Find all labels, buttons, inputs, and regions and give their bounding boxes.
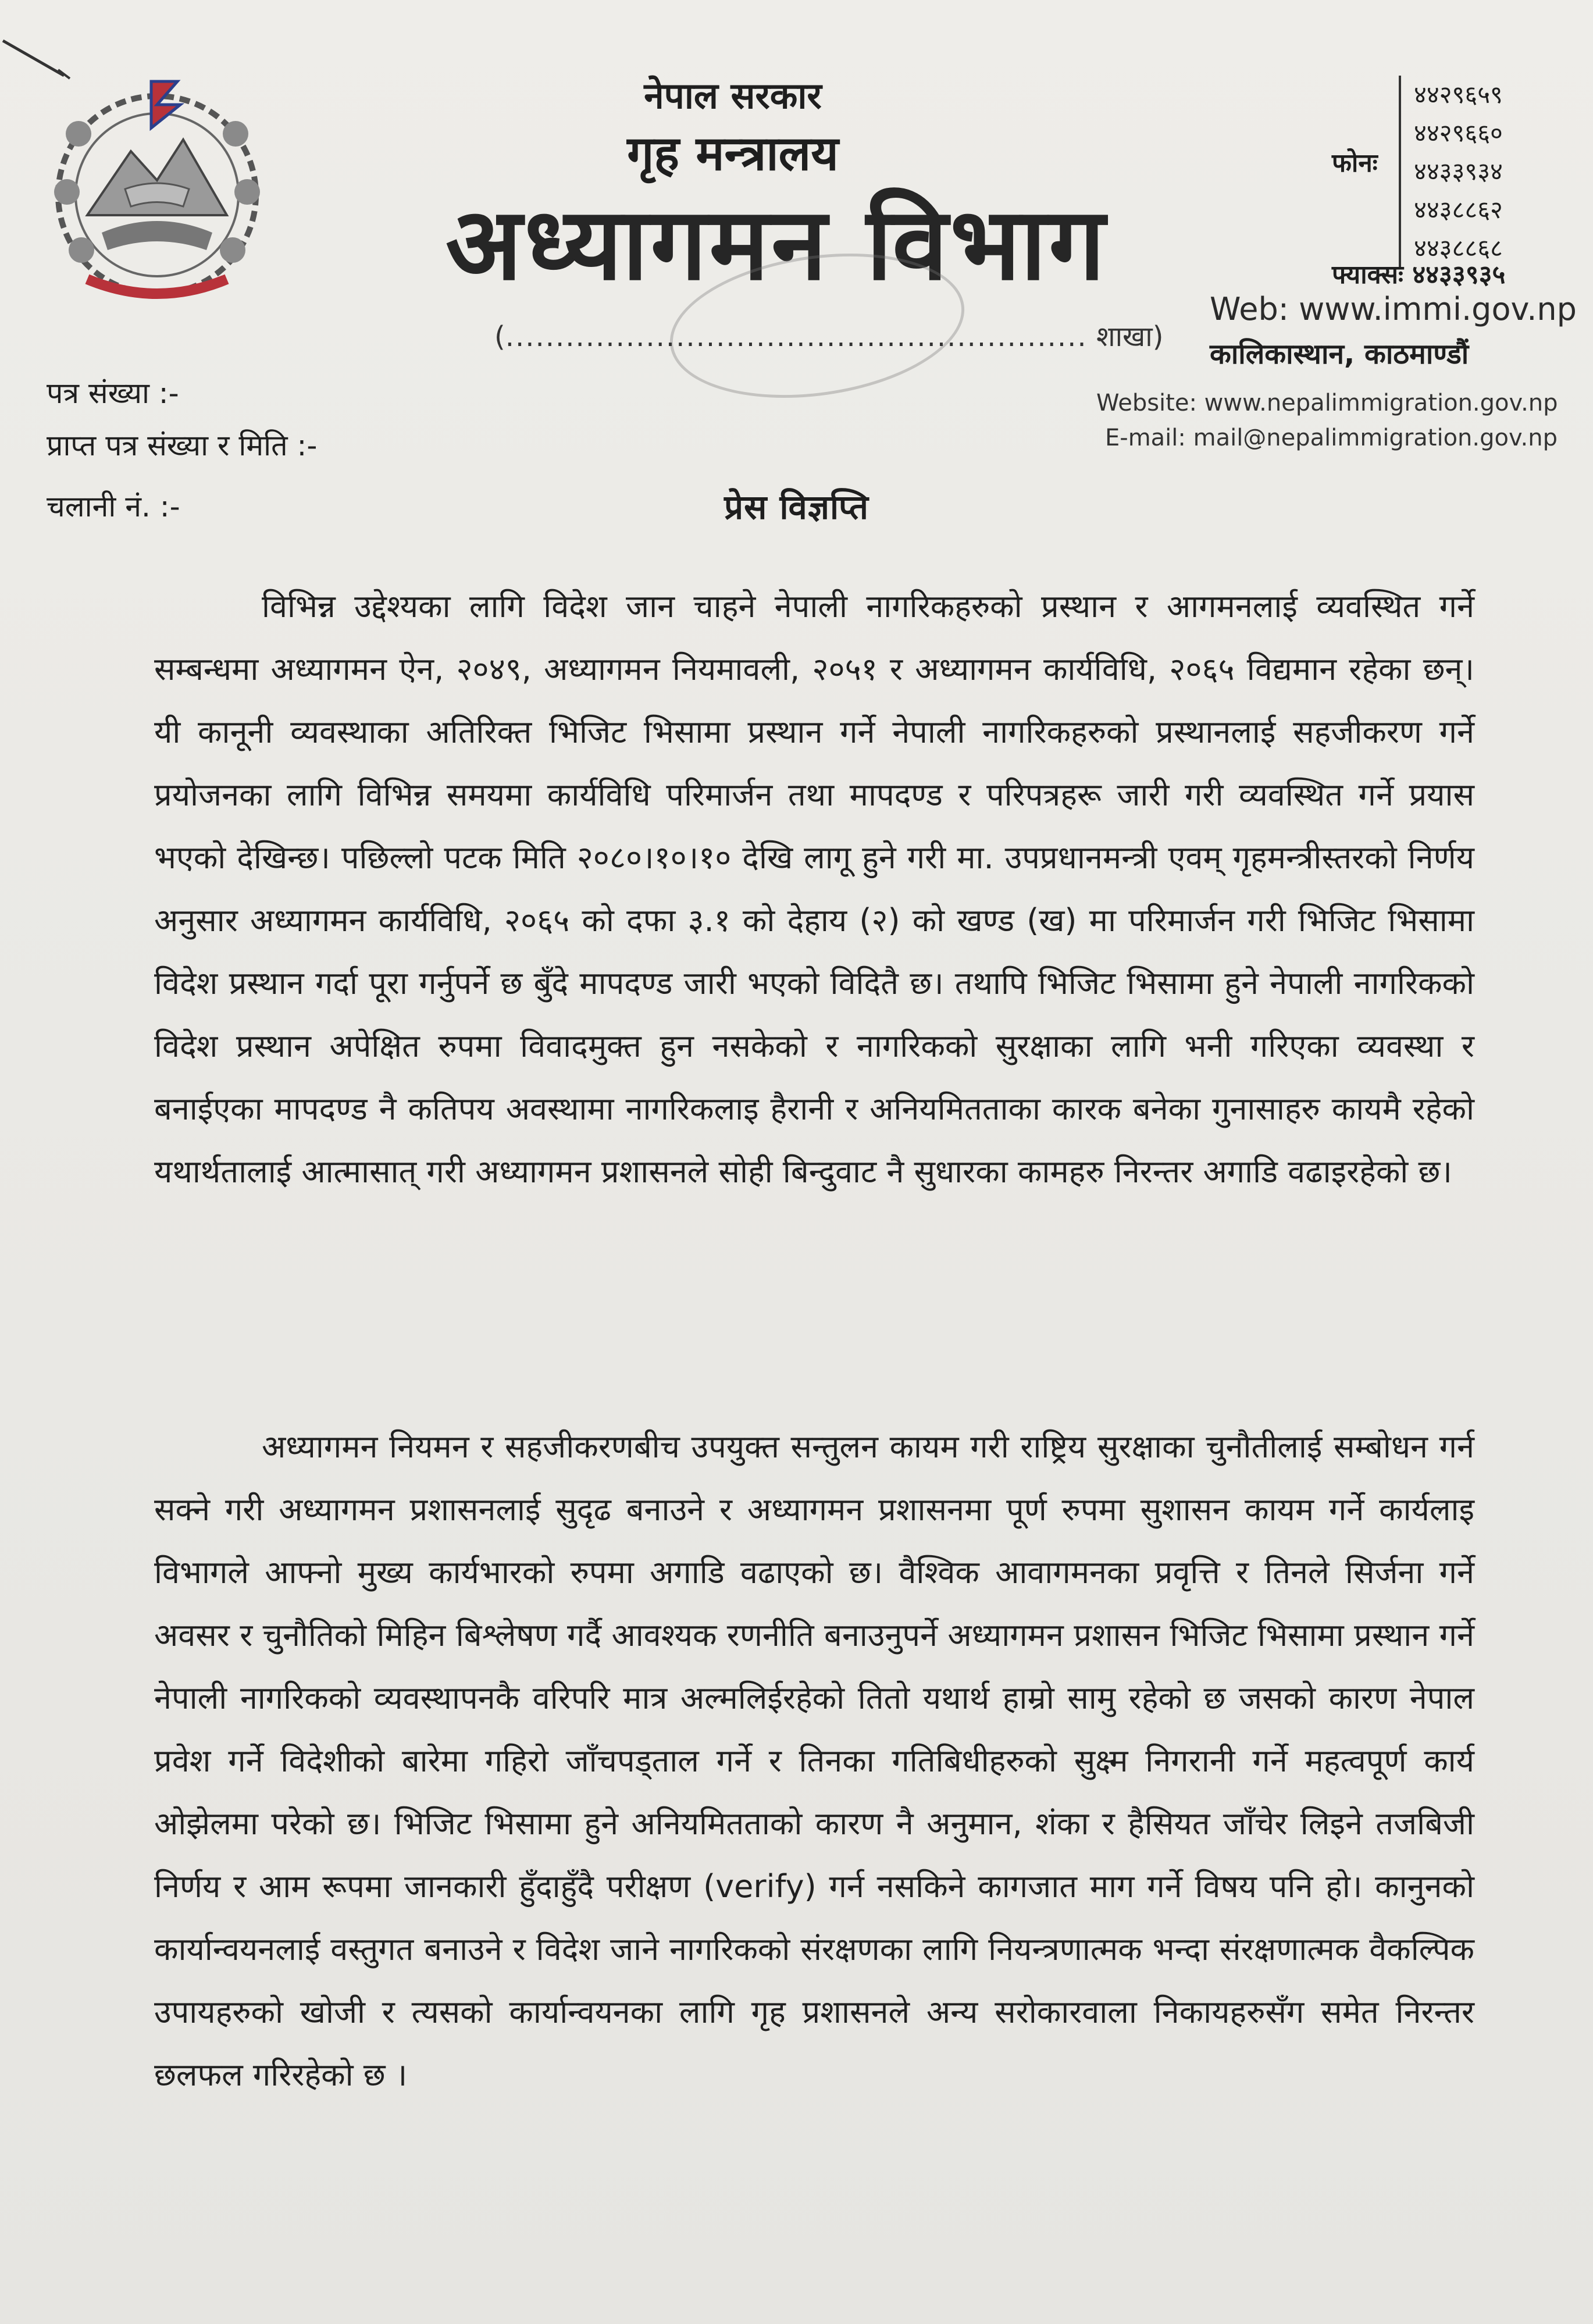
web-address: Web: www.immi.gov.np bbox=[1210, 291, 1577, 327]
branch-blank: .......................................................... bbox=[505, 320, 1088, 353]
received-letter-field: प्राप्त पत्र संख्या र मिति :- bbox=[47, 429, 318, 462]
website-address: Website: www.nepalimmigration.gov.np bbox=[1096, 390, 1558, 416]
email-address: E-mail: mail@nepalimmigration.gov.np bbox=[1105, 425, 1558, 451]
ministry-name: गृह मन्त्रालय bbox=[627, 126, 839, 181]
branch-suffix: शाखा) bbox=[1096, 320, 1164, 353]
branch-field bbox=[494, 317, 1163, 355]
phone-number: ४४३८८६२ bbox=[1414, 195, 1503, 224]
phone-number: ४४२९६५९ bbox=[1414, 80, 1503, 109]
phone-list bbox=[1399, 76, 1503, 268]
office-address: कालिकास्थान, काठमाण्डौं bbox=[1210, 338, 1469, 370]
body-paragraph-1: विभिन्न उद्देश्यका लागि विदेश जान चाहने नेपाली नागरिकहरुको प्रस्थान र आगमनलाई व्यवस्थित गर्ने सम्बन्धमा अध्यागमन ऐन, २०४९, अध्यागमन नियमावली, २०५१ र अध्यागमन कार्यविधि, २०६५ विद्यमान रहेका छन्। यी कानूनी व्यवस्थाका अतिरिक्त भिजिट भिसामा प्रस्थान गर्ने नेपाली नागरिकहरुको प्रस्थानलाई सहजीकरण गर्ने प्रयोजनका लागि विभिन्न समयमा कार्यविधि परिमार्जन तथा मापदण्ड र परिपत्रहरू जारी गरी व्यवस्थित गर्ने प्रयास भएको देखिन्छ। पछिल्लो पटक मिति २०८०।१०।१० देखि लागू हुने गरी मा. उपप्रधानमन्त्री एवम् गृहमन्त्रीस्तरको निर्णय अनुसार अध्यागमन कार्यविधि, २०६५ को दफा ३.१ को देहाय (२) को खण्ड (ख) मा परिमार्जन गरी भिजिट भिसामा विदेश प्रस्थान गर्दा पूरा गर्नुपर्ने छ बुँदे मापदण्ड जारी भएको विदितै छ। तथापि भिजिट भिसामा हुने नेपाली नागरिकको विदेश प्रस्थान अपेक्षित रुपमा विवादमुक्त हुन नसकेको र नागरिकको सुरक्षाका लागि भनी गरिएका व्यवस्था र बनाईएका मापदण्ड नै कतिपय अवस्थामा नागरिकलाइ हैरानी र अनियमितताका कारक बनेका गुनासाहरु कायमै रहेको यथार्थतालाई आत्मासात् गरी अध्यागमन प्रशासनले सोही बिन्दुवाट नै सुधारका कामहरु निरन्तर अगाडि वढाइरहेको छ। bbox=[154, 588, 1474, 1190]
fax-number: फ्याक्सः ४४३३९३५ bbox=[1332, 260, 1506, 290]
phone-label: फोनः bbox=[1332, 148, 1378, 178]
department-name: अध्यागमन विभाग bbox=[446, 186, 1107, 302]
branch-prefix: ( bbox=[494, 320, 505, 353]
phone-number: ४४२९६६० bbox=[1414, 119, 1503, 147]
phone-number: ४४३३९३४ bbox=[1414, 157, 1503, 186]
document-title: प्रेस विज्ञप्ति bbox=[724, 487, 869, 527]
dispatch-number-field: चलानी नं. :- bbox=[47, 490, 180, 523]
letter-number-field: पत्र संख्या :- bbox=[47, 376, 179, 410]
nepal-emblem-icon bbox=[32, 64, 282, 314]
phone-number: ४४३८८६८ bbox=[1414, 234, 1503, 262]
government-name: नेपाल सरकार bbox=[644, 74, 822, 117]
body-paragraph-2: अध्यागमन नियमन र सहजीकरणबीच उपयुक्त सन्तुलन कायम गरी राष्ट्रिय सुरक्षाका चुनौतीलाई सम्बोधन गर्न सक्ने गरी अध्यागमन प्रशासनलाई सुदृढ बनाउने र अध्यागमन प्रशासनमा पूर्ण रुपमा सुशासन कायम गर्ने कार्यलाइ विभागले आफ्नो मुख्य कार्यभारको रुपमा अगाडि वढाएको छ। वैश्विक आवागमनका प्रवृत्ति र तिनले सिर्जना गर्ने अवसर र चुनौतिको मिहिन बिश्लेषण गर्दै आवश्यक रणनीति बनाउनुपर्ने अध्यागमन प्रशासन भिजिट भिसामा प्रस्थान गर्ने नेपाली नागरिकको व्यवस्थापनकै वरिपरि मात्र अल्मलिईरहेको तितो यथार्थ हाम्रो सामु रहेको छ जसको कारण नेपाल प्रवेश गर्ने विदेशीको बारेमा गहिरो जाँचपड्ताल गर्ने र तिनका गतिबिधीहरुको सुक्ष्म निगरानी गर्ने महत्वपूर्ण कार्य ओझेलमा परेको छ। भिजिट भिसामा हुने अनियमितताको कारण नै अनुमान, शंका र हैसियत जाँचेर लिइने तजबिजी निर्णय र आम रूपमा जानकारी हुँदाहुँदै परीक्षण (verify) गर्न नसकिने कागजात माग गर्ने विषय पनि हो। कानुनको कार्यान्वयनलाई वस्तुगत बनाउने र विदेश जाने नागरिकको संरक्षणका लागि नियन्त्रणात्मक भन्दा संरक्षणात्मक वैकल्पिक उपायहरुको खोजी र त्यसको कार्यान्वयनका लागि गृह प्रशासनले अन्य सरोकारवाला निकायहरुसँग समेत निरन्तर छलफल गरिरहेको छ । bbox=[154, 1428, 1474, 2093]
